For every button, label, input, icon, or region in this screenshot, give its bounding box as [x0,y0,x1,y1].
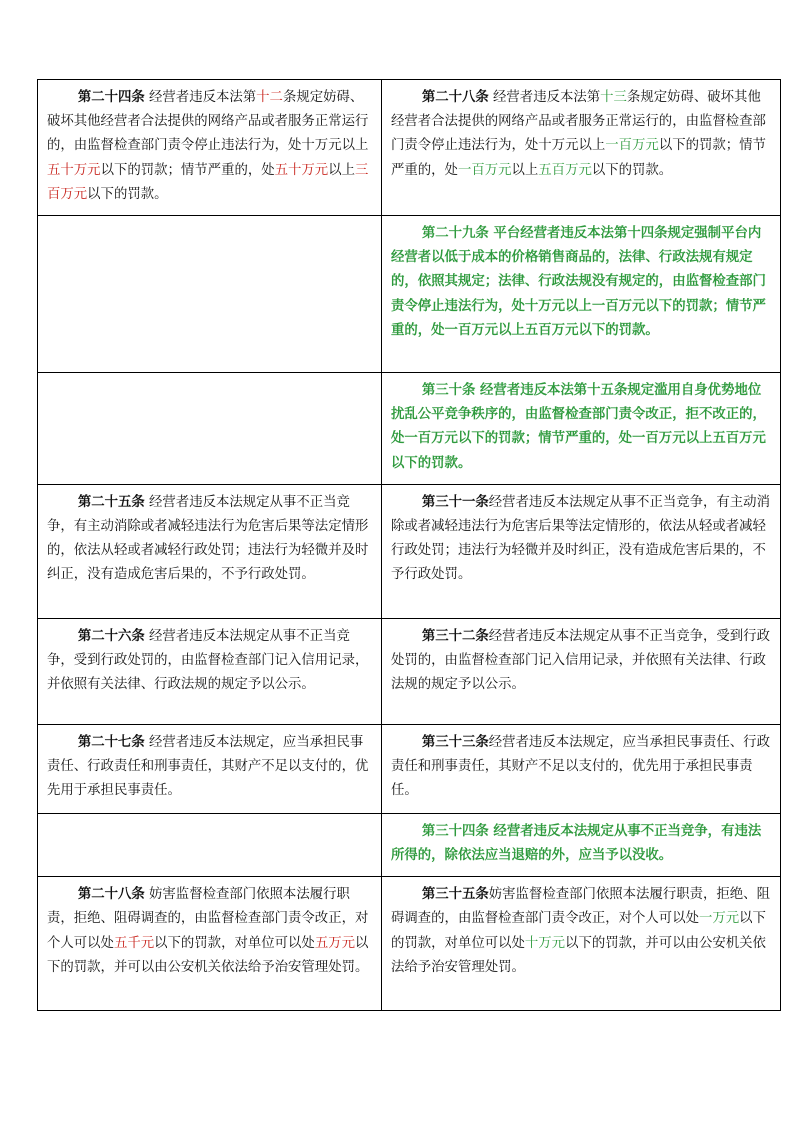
article-text: 经营者违反本法规定从事不正当竞争，受到行政处罚的，由监督检查部门记入信用记录，并依照有关法律、行政法规的规定予以公示。 [47,628,369,693]
new-article-cell [382,80,781,216]
article-text: 以下的罚款，并可以由公安机关依法给予治安管理处罚。 [47,935,369,975]
article-number: 第二十八条 [77,887,145,903]
table-row [38,724,781,813]
article-text: 以下的罚款，对单位可以处 [391,911,766,951]
article-number: 第二十五条 [77,494,145,510]
article-number: 第二十七条 [77,734,145,750]
article-text: 妨害监督检查部门依照本法履行职责，拒绝、阻碍调查的，由监督检查部门责令改正，对个人可以处 [47,887,369,951]
new-article-text: 第三十四条 经营者违反本法规定从事不正当竞争，有违法所得的，除依法应当退赔的外，应当予以没收。 [391,823,762,864]
old-article-cell [38,724,382,813]
old-article-cell [38,618,382,724]
article-text: 以下的罚款；情节严重的，处 [100,162,275,178]
table-row [38,484,781,618]
old-article-cell [38,216,382,373]
revised-amount: 十万元 [524,935,566,951]
table-row [38,373,781,485]
old-article-cell [38,80,382,216]
table-row [38,216,781,373]
table-row [38,80,781,216]
revised-amount: 一百万元 [605,138,659,154]
deleted-amount: 十二 [256,90,283,105]
deleted-amount: 五十万元 [47,162,101,178]
new-article-cell [382,813,781,876]
table-row [38,618,781,724]
article-text: 条规定妨碍、破坏其他经营者合法提供的网络产品或者服务正常运行的，由监督检查部门责令停止违法行为，处十万元以上 [47,90,369,154]
new-article-cell [382,484,781,618]
article-number: 第三十五条 [421,887,489,903]
revised-amount: 一万元 [698,911,740,927]
table-row [38,877,781,1011]
new-article-cell [382,373,781,485]
new-article-text: 第二十九条 平台经营者违反本法第十四条规定强制平台内经营者以低于成本的价格销售商品的，法律、行政法规有规定的，依照其规定；法律、行政法规没有规定的，由监督检查部门责令停止违法行为，处十万元以上一百万元以下的罚款；情节严重的，处一百万元以上五百万元以下的罚款。 [391,226,766,338]
old-article-cell [38,373,382,485]
new-article-cell [382,618,781,724]
article-text: 经营者违反本法规定从事不正当竞争，有主动消除或者减轻违法行为危害后果等法定情形的，依法从轻或者减轻行政处罚；违法行为轻微并及时纠正，没有造成危害后果的，不予行政处罚。 [47,494,369,583]
article-text: 条规定妨碍、破坏其他经营者合法提供的网络产品或者服务正常运行的，由监督检查部门责令停止违法行为，处十万元以上 [391,90,766,154]
article-text: 以下的罚款，并可以由公安机关依法给予治安管理处罚。 [391,935,766,975]
article-number: 第三十二条 [421,628,489,644]
new-article-cell [382,877,781,1011]
deleted-amount: 五十万元 [274,162,329,178]
article-text: 妨害监督检查部门依照本法履行职责，拒绝、阻碍调查的，由监督检查部门责令改正，对个人可以处 [391,887,770,927]
deleted-amount: 五千元 [113,935,155,951]
comparison-table [37,79,781,1011]
article-text: 经营者违反本法规定，应当承担民事责任、行政责任和刑事责任，其财产不足以支付的，优先用于承担民事责任。 [391,734,770,799]
article-text: 经营者违反本法第 [488,90,601,105]
article-text: 经营者违反本法规定从事不正当竞争，有主动消除或者减轻违法行为危害后果等法定情形的，依法从轻或者减轻行政处罚；违法行为轻微并及时纠正，没有造成危害后果的，不予行政处罚。 [391,494,770,583]
deleted-amount: 五万元 [314,935,355,951]
old-article-cell [38,813,382,876]
revised-amount: 五百万元 [538,162,592,178]
article-text: 经营者违反本法第 [144,90,257,105]
deleted-amount: 三百万元 [47,162,369,202]
article-text: 经营者违反本法规定从事不正当竞争，受到行政处罚的，由监督检查部门记入信用记录，并依照有关法律、行政法规的规定予以公示。 [391,628,770,693]
old-article-cell [38,877,382,1011]
article-text: 以下的罚款。 [591,162,673,178]
article-text: 以上 [511,162,539,178]
article-number: 第二十八条 [421,90,489,105]
article-text: 以下的罚款；情节严重的，处 [391,138,766,178]
article-number: 第二十四条 [77,90,145,105]
revised-amount: 十三 [600,90,627,105]
article-text: 以上 [328,162,355,178]
article-text: 以下的罚款。 [87,186,168,202]
old-article-cell [38,484,382,618]
new-article-cell [382,724,781,813]
article-number: 第三十三条 [421,734,489,750]
new-article-text: 第三十条 经营者违反本法第十五条规定滥用自身优势地位扰乱公平竞争秩序的，由监督检查部门责令改正，拒不改正的，处一百万元以下的罚款；情节严重的，处一百万元以上五百万元以下的罚款。 [391,383,766,471]
article-number: 第三十一条 [421,494,489,510]
article-number: 第二十六条 [77,628,145,644]
table-row [38,813,781,876]
article-text: 以下的罚款，对单位可以处 [154,935,315,951]
revised-amount: 一百万元 [457,162,512,178]
new-article-cell [382,216,781,373]
article-text: 经营者违反本法规定，应当承担民事责任、行政责任和刑事责任，其财产不足以支付的，优先用于承担民事责任。 [47,734,369,799]
